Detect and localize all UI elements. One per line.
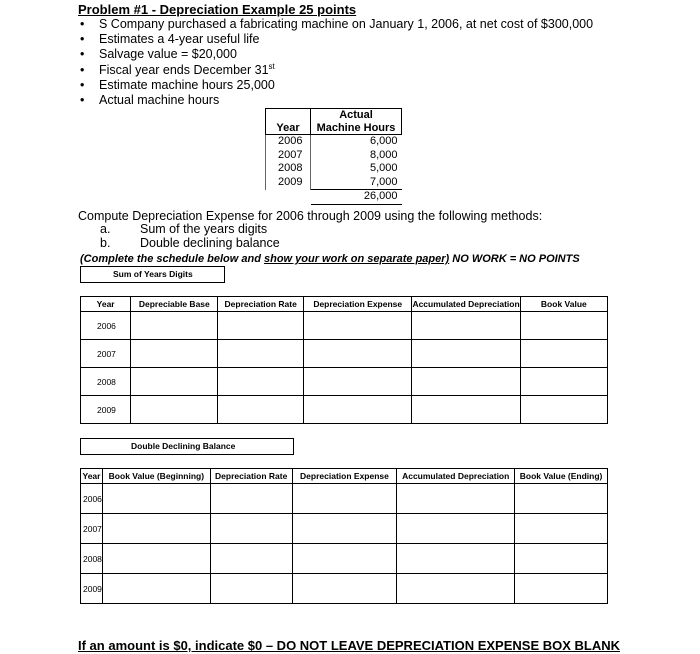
table-row: 2009 7,000 [266, 176, 402, 190]
bullet-item: • Salvage value = $20,000 [80, 47, 237, 62]
table-row [81, 340, 608, 368]
year-cell: 2006 [81, 484, 103, 514]
superscript: st [268, 61, 275, 71]
table-row: 2006 6,000 [266, 135, 402, 149]
header-depreciable-base: Depreciable Base [131, 297, 218, 312]
input-cell[interactable] [210, 544, 292, 574]
bullet-icon: • [80, 47, 85, 62]
input-cell[interactable] [520, 368, 607, 396]
header-year: Year [81, 297, 131, 312]
input-cell[interactable] [131, 312, 218, 340]
input-cell[interactable] [397, 484, 515, 514]
input-cell[interactable] [304, 312, 412, 340]
input-cell[interactable] [520, 340, 607, 368]
input-cell[interactable] [515, 574, 608, 604]
header-depreciation-rate: Depreciation Rate [210, 469, 292, 484]
input-cell[interactable] [520, 312, 607, 340]
bullet-icon: • [80, 17, 85, 31]
table-row: 2007 8,000 [266, 149, 402, 163]
year-cell: 2009 [81, 396, 131, 424]
input-cell[interactable] [304, 368, 412, 396]
input-cell[interactable] [397, 574, 515, 604]
input-cell[interactable] [515, 544, 608, 574]
year-cell: 2007 [81, 514, 103, 544]
method-item: b. Double declining balance [100, 235, 280, 250]
input-cell[interactable] [412, 396, 520, 424]
input-cell[interactable] [412, 312, 520, 340]
bullet-icon: • [80, 62, 85, 77]
input-cell[interactable] [412, 340, 520, 368]
year-cell: 2008 [81, 368, 131, 396]
header-depreciation-expense: Depreciation Expense [304, 297, 412, 312]
input-cell[interactable] [218, 312, 304, 340]
ddb-label: Double Declining Balance [80, 438, 294, 455]
year-cell: 2008 [81, 544, 103, 574]
header-book-value-ending: Book Value (Ending) [515, 469, 608, 484]
input-cell[interactable] [210, 484, 292, 514]
input-cell[interactable] [397, 544, 515, 574]
input-cell[interactable] [218, 340, 304, 368]
bullet-icon: • [80, 32, 85, 47]
table-row [81, 574, 608, 604]
header-book-value-beginning: Book Value (Beginning) [102, 469, 210, 484]
year-cell: 2006 [81, 312, 131, 340]
table-row [81, 514, 608, 544]
bullet-item: • S Company purchased a fabricating machine on January 1, 2006, at net cost of $300,000 [80, 17, 594, 31]
header-depreciation-expense: Depreciation Expense [292, 469, 397, 484]
problem-bullets [80, 17, 593, 108]
machine-hours-table [265, 108, 402, 205]
header-depreciation-rate: Depreciation Rate [218, 297, 304, 312]
input-cell[interactable] [218, 368, 304, 396]
input-cell[interactable] [292, 514, 397, 544]
year-cell: 2009 [81, 574, 103, 604]
input-cell[interactable] [515, 514, 608, 544]
bullet-item: • Estimates a 4-year useful life [80, 32, 260, 47]
header-accumulated-depreciation: Accumulated Depreciation [412, 297, 520, 312]
input-cell[interactable] [292, 484, 397, 514]
header-book-value: Book Value [520, 297, 607, 312]
syd-schedule-table [80, 296, 608, 424]
table-row [81, 484, 608, 514]
table-row [81, 396, 608, 424]
method-item: a. Sum of the years digits [100, 222, 268, 236]
compute-instruction: Compute Depreciation Expense for 2006 through 2009 using the following methods: [78, 209, 543, 223]
bullet-icon: • [80, 93, 85, 108]
col-year-header: Year [266, 109, 311, 135]
input-cell[interactable] [304, 340, 412, 368]
header-year: Year [81, 469, 103, 484]
input-cell[interactable] [102, 574, 210, 604]
input-cell[interactable] [412, 368, 520, 396]
syd-label: Sum of Years Digits [80, 266, 225, 283]
hours-total: 26,000 [311, 190, 402, 205]
instruction-note: (Complete the schedule below and show your work on separate paper) NO WORK = NO POINTS [80, 253, 580, 265]
input-cell[interactable] [102, 484, 210, 514]
input-cell[interactable] [397, 514, 515, 544]
year-cell: 2007 [81, 340, 131, 368]
bullet-icon: • [80, 77, 85, 92]
input-cell[interactable] [131, 368, 218, 396]
bullet-item: • Estimate machine hours 25,000 [80, 77, 275, 92]
methods-list [100, 223, 280, 250]
input-cell[interactable] [210, 574, 292, 604]
total-row [266, 190, 402, 205]
input-cell[interactable] [218, 396, 304, 424]
input-cell[interactable] [520, 396, 607, 424]
input-cell[interactable] [292, 574, 397, 604]
table-row: 2008 5,000 [266, 162, 402, 176]
ddb-schedule-table [80, 468, 608, 604]
col-hours-header: Actual Machine Hours [311, 109, 402, 135]
input-cell[interactable] [292, 544, 397, 574]
input-cell[interactable] [102, 544, 210, 574]
problem-title: Problem #1 - Depreciation Example 25 points [78, 2, 357, 17]
bullet-item: • Fiscal year ends December 31st [80, 61, 275, 77]
input-cell[interactable] [304, 396, 412, 424]
input-cell[interactable] [210, 514, 292, 544]
header-accumulated-depreciation: Accumulated Depreciation [397, 469, 515, 484]
input-cell[interactable] [131, 340, 218, 368]
input-cell[interactable] [515, 484, 608, 514]
table-row [81, 544, 608, 574]
bullet-item: • Actual machine hours [80, 93, 220, 108]
footer-note: If an amount is $0, indicate $0 – DO NOT LEAVE DEPRECIATION EXPENSE BOX BLANK [78, 638, 621, 653]
table-row [81, 368, 608, 396]
table-row [81, 312, 608, 340]
input-cell[interactable] [102, 514, 210, 544]
input-cell[interactable] [131, 396, 218, 424]
